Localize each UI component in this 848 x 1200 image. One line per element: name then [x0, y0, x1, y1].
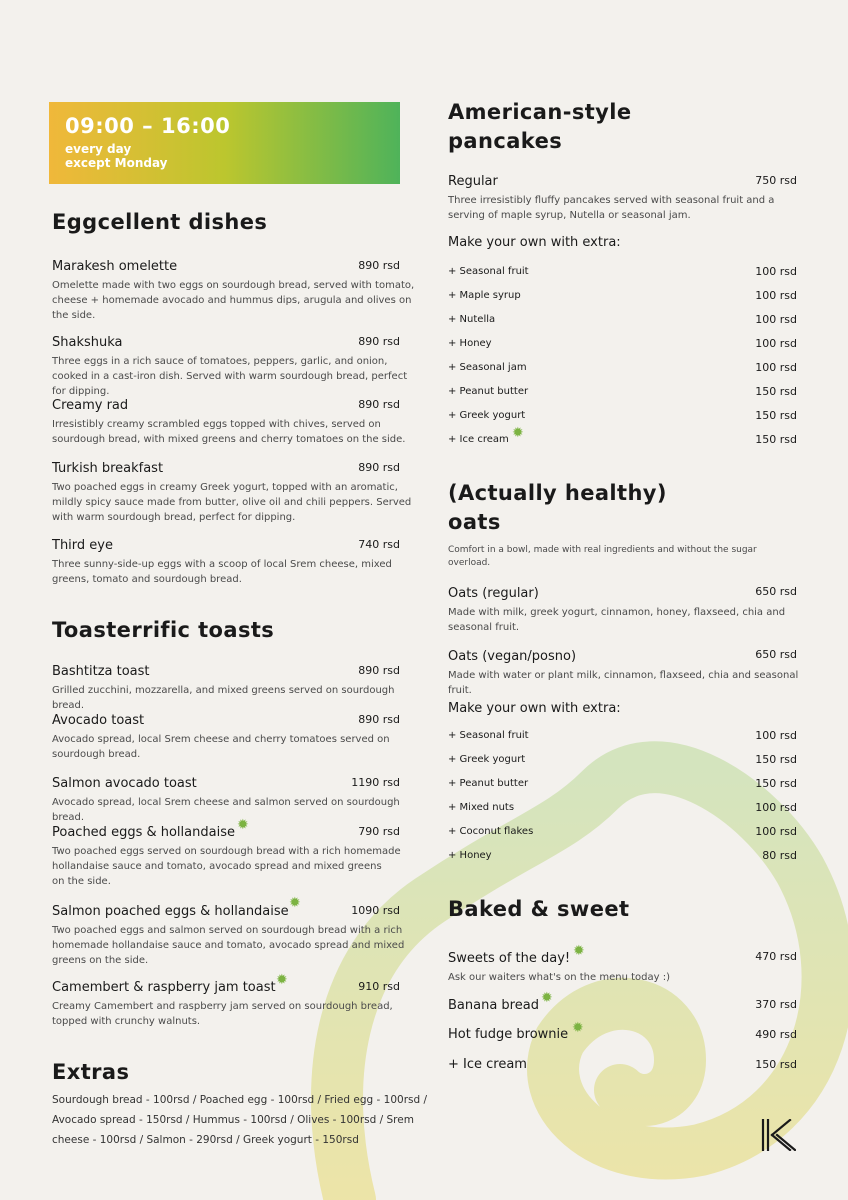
menu-item-description [448, 193, 774, 223]
description-line: Three eggs in a rich sauce of tomatoes, peppers, garlic, and onion, [52, 356, 388, 367]
menu-item-price: 650 rsd [755, 585, 797, 598]
green-star-icon: ✹ [573, 943, 585, 959]
menu-item-name: Oats (regular) [448, 586, 539, 601]
extra-option-price: 100 rsd [755, 337, 797, 350]
section-title-extras: Extras [52, 1060, 130, 1084]
opening-days [65, 142, 168, 170]
menu-item-description [52, 480, 411, 525]
menu-item-price: 1090 rsd [351, 904, 400, 917]
description-line: Two poached eggs in creamy Greek yogurt, topped with an aromatic, [52, 482, 398, 493]
menu-item-price: 740 rsd [358, 538, 400, 551]
description-line: sourdough bread. [52, 749, 141, 760]
description-line: mildly spicy sauce made from butter, olive oil and chili peppers. Served [52, 497, 412, 508]
description-line: on the side. [52, 876, 111, 887]
extra-option-price: 100 rsd [755, 825, 797, 838]
menu-item-price: 890 rsd [358, 398, 400, 411]
menu-item-name: Poached eggs & hollandaise [52, 825, 235, 840]
menu-item-name: + Ice cream [448, 1057, 527, 1072]
menu-item-name: Sweets of the day! [448, 951, 571, 966]
menu-item-price: 890 rsd [358, 259, 400, 272]
description-line: bread. [52, 812, 85, 823]
menu-item-price: 890 rsd [358, 461, 400, 474]
menu-item-price: 650 rsd [755, 648, 797, 661]
section-intro [448, 544, 757, 570]
description-line: topped with crunchy walnuts. [52, 1016, 201, 1027]
description-line: Avocado spread, local Srem cheese and cherry tomatoes served on [52, 734, 390, 745]
description-line: seasonal fruit. [448, 622, 520, 633]
extra-option-price: 150 rsd [755, 409, 797, 422]
extras-line: cheese - 100rsd / Salmon - 290rsd / Greek yogurt - 150rsd [52, 1134, 359, 1146]
menu-item-name: Hot fudge brownie [448, 1027, 569, 1042]
description-line: fruit. [448, 685, 472, 696]
menu-item-description [52, 923, 404, 968]
extra-option-price: 80 rsd [762, 849, 797, 862]
menu-item-description [52, 844, 401, 889]
extra-option-price: 150 rsd [755, 385, 797, 398]
extras-line: Avocado spread - 150rsd / Hummus - 100rsd / Olives - 100rsd / Srem [52, 1114, 414, 1126]
green-star-icon: ✹ [289, 895, 301, 911]
opening-days-exception: except Monday [65, 156, 168, 170]
menu-item-description [52, 999, 393, 1029]
extra-option-name: + Greek yogurt [448, 410, 526, 421]
description-line: Creamy Camembert and raspberry jam served on sourdough bread, [52, 1001, 393, 1012]
extra-option-price: 100 rsd [755, 313, 797, 326]
section-title-line: oats [448, 510, 501, 534]
description-line: Three sunny-side-up eggs with a scoop of local Srem cheese, mixed [52, 559, 392, 570]
section-title-baked: Baked & sweet [448, 897, 630, 921]
menu-item-name: Third eye [52, 538, 113, 553]
section-title-pancakes [448, 98, 632, 156]
description-line: cheese + homemade avocado and hummus dips, arugula and olives on [52, 295, 412, 306]
section-title-oats [448, 479, 667, 537]
menu-item-price: 790 rsd [358, 825, 400, 838]
description-line: Two poached eggs and salmon served on sourdough bread with a rich [52, 925, 403, 936]
menu-item-name: Oats (vegan/posno) [448, 649, 577, 664]
extra-option-price: 100 rsd [755, 289, 797, 302]
menu-item-name: Salmon poached eggs & hollandaise [52, 904, 289, 919]
description-line: Made with water or plant milk, cinnamon, flaxseed, chia and seasonal [448, 670, 799, 681]
menu-item-price: 1190 rsd [351, 776, 400, 789]
menu-item-name: Regular [448, 174, 498, 189]
menu-item-price: 150 rsd [755, 1058, 797, 1071]
menu-item-price: 890 rsd [358, 664, 400, 677]
green-star-icon: ✹ [541, 990, 553, 1006]
menu-item-description [448, 668, 798, 698]
description-line: Grilled zucchini, mozzarella, and mixed greens served on sourdough [52, 685, 395, 696]
extra-option-name: + Peanut butter [448, 386, 529, 397]
extra-option-name: + Nutella [448, 314, 496, 325]
menu-item-description [52, 795, 400, 825]
description-line: bread. [52, 700, 85, 711]
extra-option-price: 100 rsd [755, 801, 797, 814]
menu-item-description [52, 557, 392, 587]
description-line: Three irresistibly fluffy pancakes served with seasonal fruit and a [448, 195, 775, 206]
menu-item-name: Camembert & raspberry jam toast [52, 980, 276, 995]
menu-item-name: Avocado toast [52, 713, 145, 728]
description-line: Comfort in a bowl, made with real ingredients and without the sugar [448, 545, 757, 555]
menu-item-price: 490 rsd [755, 1028, 797, 1041]
opening-hours-badge [49, 102, 400, 184]
extra-option-name: + Maple syrup [448, 290, 521, 301]
extra-option-price: 100 rsd [755, 729, 797, 742]
menu-item-price: 750 rsd [755, 174, 797, 187]
extras-line: Sourdough bread - 100rsd / Poached egg - 100rsd / Fried egg - 100rsd / [52, 1094, 428, 1106]
menu-item-price: 890 rsd [358, 713, 400, 726]
menu-item-price: 910 rsd [358, 980, 400, 993]
menu-item-price: 470 rsd [755, 950, 797, 963]
menu-item-name: Turkish breakfast [52, 461, 164, 476]
description-line: greens, tomato and sourdough bread. [52, 574, 242, 585]
green-star-icon: ✹ [237, 817, 249, 833]
extras-heading: Make your own with extra: [448, 235, 621, 250]
menu-item-description [52, 278, 414, 323]
description-line: sourdough bread, with mixed greens and cherry tomatoes on the side. [52, 434, 406, 445]
brand-logo [760, 1119, 796, 1151]
extra-option-name: + Peanut butter [448, 778, 529, 789]
description-line: the side. [52, 310, 96, 321]
description-line: Irresistibly creamy scrambled eggs topped with chives, served on [52, 419, 381, 430]
extra-option-price: 100 rsd [755, 361, 797, 374]
section-title-line: (Actually healthy) [448, 481, 667, 505]
menu-item-name: Bashtitza toast [52, 664, 150, 679]
menu-item-price: 890 rsd [358, 335, 400, 348]
extra-option-price: 100 rsd [755, 265, 797, 278]
extras-list [52, 1090, 427, 1150]
menu-item-description [448, 605, 785, 635]
menu-item-price: 370 rsd [755, 998, 797, 1011]
opening-hours-time: 09:00 – 16:00 [65, 114, 231, 138]
extra-option-name: + Ice cream [448, 434, 509, 445]
description-line: Made with milk, greek yogurt, cinnamon, honey, flaxseed, chia and [448, 607, 786, 618]
extra-option-price: 150 rsd [755, 433, 797, 446]
description-line: Two poached eggs served on sourdough bread with a rich homemade [52, 846, 401, 857]
extra-option-name: + Seasonal jam [448, 362, 527, 373]
description-line: Avocado spread, local Srem cheese and salmon served on sourdough [52, 797, 400, 808]
extra-option-name: + Mixed nuts [448, 802, 515, 813]
extra-option-name: + Coconut flakes [448, 826, 534, 837]
description-line: Omelette made with two eggs on sourdough bread, served with tomato, [52, 280, 415, 291]
description-line: cooked in a cast-iron dish. Served with warm sourdough bread, perfect [52, 371, 408, 382]
description-line: hollandaise sauce and tomato, avocado spread and mixed greens [52, 861, 382, 872]
menu-item-name: Salmon avocado toast [52, 776, 197, 791]
section-title-toasts: Toasterrific toasts [52, 618, 275, 642]
description-line: greens on the side. [52, 955, 149, 966]
green-star-icon: ✹ [572, 1020, 584, 1036]
extra-option-name: + Seasonal fruit [448, 730, 529, 741]
extra-option-price: 150 rsd [755, 777, 797, 790]
menu-item-description: Ask our waiters what's on the menu today :) [448, 972, 670, 983]
description-line: for dipping. [52, 386, 110, 397]
menu-item-name: Shakshuka [52, 335, 123, 350]
green-star-icon: ✹ [512, 425, 524, 441]
section-title-line: American-style [448, 100, 632, 124]
extra-option-name: + Honey [448, 850, 492, 861]
menu-item-description [52, 683, 395, 713]
extra-option-name: + Seasonal fruit [448, 266, 529, 277]
description-line: homemade hollandaise sauce and tomato, avocado spread and mixed [52, 940, 405, 951]
green-star-icon: ✹ [276, 972, 288, 988]
menu-item-name: Creamy rad [52, 398, 129, 413]
menu-item-description [52, 732, 390, 762]
extra-option-name: + Greek yogurt [448, 754, 526, 765]
menu-item-name: Marakesh omelette [52, 259, 178, 274]
description-line: serving of maple syrup, Nutella or seasonal jam. [448, 210, 691, 221]
description-line: with warm sourdough bread, perfect for dipping. [52, 512, 296, 523]
extra-option-price: 150 rsd [755, 753, 797, 766]
description-line: overload. [448, 558, 491, 568]
extras-heading: Make your own with extra: [448, 701, 621, 716]
menu-item-description [52, 354, 407, 399]
menu-item-name: Banana bread [448, 998, 539, 1013]
section-title-eggs: Eggcellent dishes [52, 210, 268, 234]
section-title-line: pancakes [448, 129, 563, 153]
opening-days-line: every day [65, 142, 132, 156]
menu-item-description [52, 417, 405, 447]
extra-option-name: + Honey [448, 338, 492, 349]
